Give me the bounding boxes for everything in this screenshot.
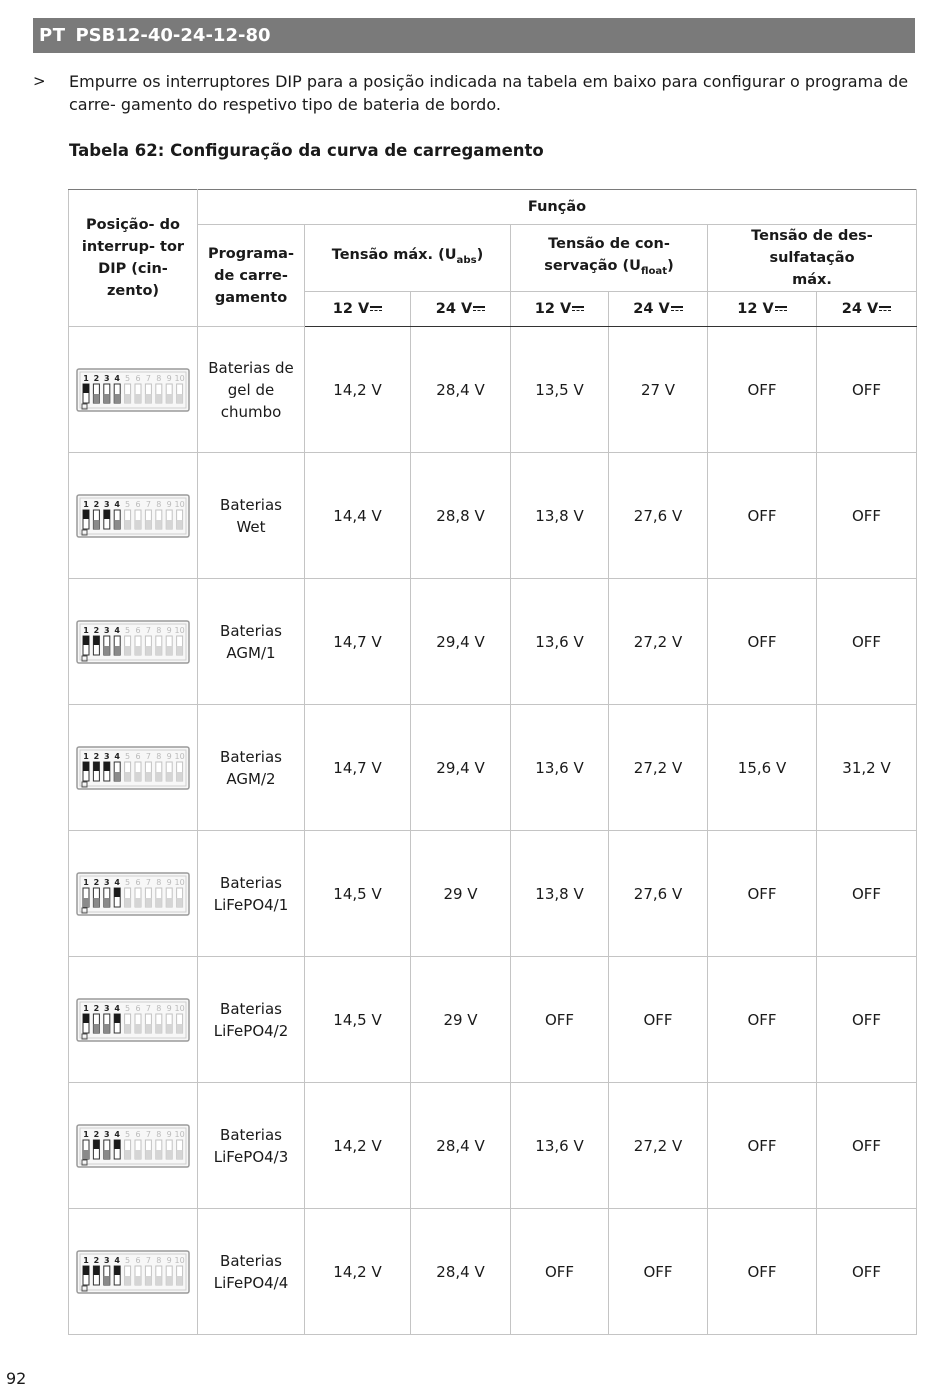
dip-label: 10 bbox=[174, 499, 185, 509]
dip-knob-on bbox=[93, 1140, 99, 1149]
dip-label: 5 bbox=[125, 1003, 131, 1013]
dip-knob-off bbox=[156, 394, 162, 403]
dip-knob-off bbox=[166, 646, 172, 655]
dip-knob-off bbox=[156, 1024, 162, 1033]
dip-label: 9 bbox=[166, 1255, 172, 1265]
value-cell: OFF bbox=[817, 327, 917, 453]
program-cell: Baterias de gel de chumbo bbox=[198, 327, 305, 453]
table-row bbox=[69, 327, 917, 453]
dip-knob-off bbox=[125, 520, 131, 529]
dip-switch-cell bbox=[69, 705, 198, 831]
dip-label: 3 bbox=[104, 1003, 110, 1013]
value-cell: 13,8 V bbox=[511, 453, 609, 579]
dip-label: 4 bbox=[114, 499, 120, 509]
value-cell: 14,2 V bbox=[305, 1083, 411, 1209]
dip-knob-off bbox=[104, 1276, 110, 1285]
dip-knob-off bbox=[145, 772, 151, 781]
dip-label: 5 bbox=[125, 499, 131, 509]
value-cell: OFF bbox=[609, 957, 708, 1083]
table-row bbox=[69, 579, 917, 705]
dip-knob-off bbox=[135, 520, 141, 529]
value-cell: OFF bbox=[817, 579, 917, 705]
dip-label: 2 bbox=[93, 877, 100, 887]
value-cell: 27,2 V bbox=[609, 579, 708, 705]
dip-knob-off bbox=[156, 1150, 162, 1159]
dip-label: 10 bbox=[174, 1255, 185, 1265]
dip-label: 1 bbox=[83, 373, 89, 383]
dip-knob-off bbox=[114, 394, 120, 403]
program-cell: Baterias AGM/2 bbox=[198, 705, 305, 831]
language-code: PT bbox=[39, 25, 66, 46]
dip-knob-on bbox=[83, 384, 89, 393]
program-cell: Baterias Wet bbox=[198, 453, 305, 579]
dip-label: 2 bbox=[93, 1255, 100, 1265]
header-float-voltage: Tensão de con- servação $(U_{float})$ bbox=[511, 225, 708, 292]
dip-label: 9 bbox=[166, 1003, 172, 1013]
dip-label: 3 bbox=[104, 751, 110, 761]
dip-knob-on bbox=[93, 762, 99, 771]
dip-switch-icon bbox=[76, 872, 190, 916]
dip-label: 6 bbox=[135, 1255, 141, 1265]
dip-knob-on bbox=[114, 888, 120, 897]
table-row bbox=[69, 831, 917, 957]
dip-label: 8 bbox=[156, 373, 162, 383]
dc-symbol-icon bbox=[572, 305, 584, 313]
value-cell: 29,4 V bbox=[411, 579, 511, 705]
header-program: Programa- de carre- gamento bbox=[198, 225, 305, 327]
dip-knob-off bbox=[166, 394, 172, 403]
dip-knob-off bbox=[177, 646, 183, 655]
dc-symbol-icon bbox=[473, 305, 485, 313]
dip-label: 6 bbox=[135, 499, 141, 509]
dip-label: 4 bbox=[114, 751, 120, 761]
dip-knob-off bbox=[135, 394, 141, 403]
dip-knob-off bbox=[104, 394, 110, 403]
value-cell: OFF bbox=[708, 579, 817, 705]
dip-knob-off bbox=[83, 898, 89, 907]
dip-knob-off bbox=[166, 520, 172, 529]
dip-label: 6 bbox=[135, 1003, 141, 1013]
dip-knob-off bbox=[93, 1024, 99, 1033]
dip-label: 8 bbox=[156, 1003, 162, 1013]
dip-knob-off bbox=[166, 1024, 172, 1033]
dip-knob-off bbox=[125, 1276, 131, 1285]
value-cell: 27,2 V bbox=[609, 705, 708, 831]
value-cell: 13,5 V bbox=[511, 327, 609, 453]
header-dip-position: Posição- do interrup- tor DIP (cin- zento) bbox=[69, 190, 198, 327]
dip-label: 1 bbox=[83, 877, 89, 887]
value-cell: 13,8 V bbox=[511, 831, 609, 957]
header-voltage-24v: 24 V bbox=[817, 292, 917, 327]
dip-switch-icon bbox=[76, 1124, 190, 1168]
dip-label: 5 bbox=[125, 373, 131, 383]
model-title: PSB12-40-24-12-80 bbox=[75, 25, 271, 46]
value-cell: OFF bbox=[708, 1209, 817, 1335]
dip-label: 7 bbox=[145, 1003, 151, 1013]
dip-knob-on bbox=[93, 1266, 99, 1275]
dip-label: 7 bbox=[145, 373, 151, 383]
dip-knob-off bbox=[177, 1276, 183, 1285]
dip-knob-off bbox=[166, 1276, 172, 1285]
dip-switch-cell bbox=[69, 957, 198, 1083]
dip-label: 2 bbox=[93, 1003, 100, 1013]
dip-label: 4 bbox=[114, 373, 120, 383]
value-cell: 13,6 V bbox=[511, 1083, 609, 1209]
dip-knob-off bbox=[177, 1024, 183, 1033]
dip-knob-off bbox=[145, 1276, 151, 1285]
dip-knob-off bbox=[177, 772, 183, 781]
dip-switch-icon bbox=[76, 998, 190, 1042]
program-cell: Baterias LiFePO4/1 bbox=[198, 831, 305, 957]
value-cell: OFF bbox=[511, 1209, 609, 1335]
dip-knob-off bbox=[114, 646, 120, 655]
value-cell: OFF bbox=[708, 453, 817, 579]
dip-knob-off bbox=[135, 1024, 141, 1033]
header-function: Função bbox=[198, 190, 917, 225]
instruction-text: Empurre os interruptores DIP para a posição indicada na tabela em baixo para configurar o programa de carre- gamento do respetivo tipo de bateria de bordo. bbox=[69, 72, 909, 114]
dip-knob-off bbox=[145, 520, 151, 529]
value-cell: 27,2 V bbox=[609, 1083, 708, 1209]
dip-label: 5 bbox=[125, 625, 131, 635]
dip-knob-off bbox=[104, 898, 110, 907]
dip-label: 9 bbox=[166, 373, 172, 383]
bullet-marker: > bbox=[33, 72, 46, 90]
dip-switch-icon bbox=[76, 620, 190, 664]
value-cell: 29,4 V bbox=[411, 705, 511, 831]
dip-label: 8 bbox=[156, 499, 162, 509]
dip-switch-icon bbox=[76, 494, 190, 538]
dip-knob-off bbox=[166, 898, 172, 907]
dip-knob-off bbox=[145, 898, 151, 907]
dip-knob-off bbox=[135, 772, 141, 781]
header-voltage-12v: 12 V bbox=[305, 292, 411, 327]
dip-label: 5 bbox=[125, 751, 131, 761]
value-cell: OFF bbox=[817, 453, 917, 579]
dip-label: 7 bbox=[145, 1255, 151, 1265]
dip-knob-on bbox=[114, 1140, 120, 1149]
dc-symbol-icon bbox=[671, 305, 683, 313]
dip-label: 10 bbox=[174, 751, 185, 761]
dip-label: 3 bbox=[104, 499, 110, 509]
header-voltage-24v: 24 V bbox=[411, 292, 511, 327]
value-cell: 29 V bbox=[411, 957, 511, 1083]
dip-label: 8 bbox=[156, 1129, 162, 1139]
dip-knob-off bbox=[156, 898, 162, 907]
dip-label: 4 bbox=[114, 1003, 120, 1013]
dip-label: 1 bbox=[83, 1129, 89, 1139]
value-cell: OFF bbox=[817, 957, 917, 1083]
dip-label: 5 bbox=[125, 877, 131, 887]
dip-knob-off bbox=[156, 1276, 162, 1285]
dip-label: 5 bbox=[125, 1129, 131, 1139]
dip-label: 6 bbox=[135, 625, 141, 635]
dip-label: 8 bbox=[156, 625, 162, 635]
dip-knob-on bbox=[83, 762, 89, 771]
value-cell: OFF bbox=[609, 1209, 708, 1335]
dip-knob-off bbox=[135, 646, 141, 655]
dip-knob-off bbox=[145, 1150, 151, 1159]
dip-label: 9 bbox=[166, 625, 172, 635]
dip-label: 4 bbox=[114, 1129, 120, 1139]
value-cell: 27,6 V bbox=[609, 453, 708, 579]
value-cell: 28,8 V bbox=[411, 453, 511, 579]
dip-label: 7 bbox=[145, 499, 151, 509]
value-cell: OFF bbox=[511, 957, 609, 1083]
dip-label: 7 bbox=[145, 751, 151, 761]
dip-switch-cell bbox=[69, 1209, 198, 1335]
dip-knob-off bbox=[125, 772, 131, 781]
value-cell: 14,7 V bbox=[305, 705, 411, 831]
dip-knob-off bbox=[145, 1024, 151, 1033]
dip-label: 8 bbox=[156, 1255, 162, 1265]
program-cell: Baterias AGM/1 bbox=[198, 579, 305, 705]
dip-knob-off bbox=[125, 394, 131, 403]
table-row bbox=[69, 705, 917, 831]
dip-knob-on bbox=[83, 510, 89, 519]
dip-knob-off bbox=[104, 646, 110, 655]
dip-label: 1 bbox=[83, 625, 89, 635]
dip-label: 7 bbox=[145, 1129, 151, 1139]
dip-label: 2 bbox=[93, 499, 100, 509]
value-cell: OFF bbox=[708, 327, 817, 453]
value-cell: 13,6 V bbox=[511, 579, 609, 705]
dip-label: 6 bbox=[135, 1129, 141, 1139]
dip-label: 10 bbox=[174, 373, 185, 383]
header-desulfation-voltage: Tensão de des- sulfatação máx. bbox=[708, 225, 917, 292]
dip-label: 1 bbox=[83, 1255, 89, 1265]
instruction-paragraph bbox=[33, 70, 913, 116]
dip-switch-icon bbox=[76, 1250, 190, 1294]
dip-label: 4 bbox=[114, 625, 120, 635]
dip-label: 7 bbox=[145, 877, 151, 887]
dip-knob-off bbox=[166, 1150, 172, 1159]
header-voltage-12v: 12 V bbox=[708, 292, 817, 327]
dip-label: 1 bbox=[83, 499, 89, 509]
value-cell: 13,6 V bbox=[511, 705, 609, 831]
dc-symbol-icon bbox=[775, 305, 787, 313]
dip-knob-on bbox=[104, 762, 110, 771]
value-cell: 15,6 V bbox=[708, 705, 817, 831]
dip-label: 7 bbox=[145, 625, 151, 635]
value-cell: 14,5 V bbox=[305, 831, 411, 957]
value-cell: 28,4 V bbox=[411, 1083, 511, 1209]
dip-knob-off bbox=[177, 394, 183, 403]
dip-knob-off bbox=[125, 1024, 131, 1033]
value-cell: 31,2 V bbox=[817, 705, 917, 831]
dip-label: 2 bbox=[93, 625, 100, 635]
charging-curve-table bbox=[68, 189, 917, 1335]
dip-label: 9 bbox=[166, 499, 172, 509]
value-cell: 27 V bbox=[609, 327, 708, 453]
dip-switch-icon bbox=[76, 368, 190, 412]
dip-knob-on bbox=[83, 1266, 89, 1275]
dip-label: 6 bbox=[135, 373, 141, 383]
header-voltage-24v: 24 V bbox=[609, 292, 708, 327]
dip-knob-off bbox=[145, 394, 151, 403]
dip-knob-on bbox=[114, 1014, 120, 1023]
value-cell: OFF bbox=[708, 1083, 817, 1209]
dc-symbol-icon bbox=[879, 305, 891, 313]
value-cell: 14,2 V bbox=[305, 1209, 411, 1335]
dip-knob-off bbox=[145, 646, 151, 655]
dip-knob-off bbox=[83, 1150, 89, 1159]
dip-knob-off bbox=[177, 520, 183, 529]
program-cell: Baterias LiFePO4/3 bbox=[198, 1083, 305, 1209]
dip-knob-off bbox=[104, 1150, 110, 1159]
dip-label: 3 bbox=[104, 373, 110, 383]
dip-knob-on bbox=[114, 1266, 120, 1275]
value-cell: 27,6 V bbox=[609, 831, 708, 957]
value-cell: 14,7 V bbox=[305, 579, 411, 705]
dip-switch-cell bbox=[69, 1083, 198, 1209]
dip-switch-cell bbox=[69, 453, 198, 579]
dip-knob-off bbox=[114, 520, 120, 529]
dip-label: 10 bbox=[174, 625, 185, 635]
dip-label: 6 bbox=[135, 877, 141, 887]
dip-label: 5 bbox=[125, 1255, 131, 1265]
page-header bbox=[33, 18, 915, 53]
table-caption: Tabela 62: Configuração da curva de carregamento bbox=[69, 141, 544, 160]
program-cell: Baterias LiFePO4/4 bbox=[198, 1209, 305, 1335]
dip-knob-off bbox=[135, 1276, 141, 1285]
value-cell: OFF bbox=[708, 957, 817, 1083]
header-voltage-12v: 12 V bbox=[511, 292, 609, 327]
dip-label: 9 bbox=[166, 751, 172, 761]
dip-label: 3 bbox=[104, 877, 110, 887]
dip-knob-off bbox=[93, 520, 99, 529]
dip-label: 10 bbox=[174, 877, 185, 887]
value-cell: 28,4 V bbox=[411, 327, 511, 453]
dip-label: 2 bbox=[93, 373, 100, 383]
dip-knob-off bbox=[104, 1024, 110, 1033]
dip-knob-off bbox=[177, 898, 183, 907]
dip-knob-on bbox=[93, 636, 99, 645]
value-cell: 14,5 V bbox=[305, 957, 411, 1083]
dip-knob-off bbox=[125, 646, 131, 655]
dip-knob-on bbox=[104, 510, 110, 519]
dip-switch-icon bbox=[76, 746, 190, 790]
dip-knob-off bbox=[135, 1150, 141, 1159]
value-cell: 29 V bbox=[411, 831, 511, 957]
header-max-voltage: Tensão máx. $(U_{abs})$ bbox=[305, 225, 511, 292]
dip-switch-cell bbox=[69, 579, 198, 705]
dip-label: 1 bbox=[83, 1003, 89, 1013]
value-cell: 14,2 V bbox=[305, 327, 411, 453]
dip-label: 2 bbox=[93, 1129, 100, 1139]
dip-knob-off bbox=[166, 772, 172, 781]
dip-label: 3 bbox=[104, 1255, 110, 1265]
dip-label: 9 bbox=[166, 1129, 172, 1139]
dip-label: 8 bbox=[156, 751, 162, 761]
dc-symbol-icon bbox=[370, 305, 382, 313]
dip-label: 8 bbox=[156, 877, 162, 887]
dip-label: 4 bbox=[114, 877, 120, 887]
table-row bbox=[69, 1209, 917, 1335]
dip-label: 3 bbox=[104, 625, 110, 635]
dip-label: 10 bbox=[174, 1003, 185, 1013]
dip-knob-off bbox=[93, 394, 99, 403]
table-row bbox=[69, 1083, 917, 1209]
dip-knob-off bbox=[156, 520, 162, 529]
dip-knob-off bbox=[135, 898, 141, 907]
dip-knob-off bbox=[156, 772, 162, 781]
dip-label: 10 bbox=[174, 1129, 185, 1139]
dip-label: 2 bbox=[93, 751, 100, 761]
value-cell: OFF bbox=[817, 1209, 917, 1335]
dip-knob-off bbox=[125, 898, 131, 907]
dip-switch-cell bbox=[69, 327, 198, 453]
dip-knob-off bbox=[177, 1150, 183, 1159]
dip-label: 6 bbox=[135, 751, 141, 761]
dip-label: 1 bbox=[83, 751, 89, 761]
value-cell: OFF bbox=[817, 831, 917, 957]
dip-knob-on bbox=[83, 636, 89, 645]
dip-label: 3 bbox=[104, 1129, 110, 1139]
table-row bbox=[69, 453, 917, 579]
page-number: 92 bbox=[6, 1369, 27, 1388]
dip-knob-off bbox=[93, 898, 99, 907]
dip-knob-off bbox=[125, 1150, 131, 1159]
value-cell: OFF bbox=[817, 1083, 917, 1209]
value-cell: 14,4 V bbox=[305, 453, 411, 579]
dip-label: 4 bbox=[114, 1255, 120, 1265]
dip-knob-off bbox=[114, 772, 120, 781]
dip-switch-cell bbox=[69, 831, 198, 957]
table-row bbox=[69, 957, 917, 1083]
value-cell: 28,4 V bbox=[411, 1209, 511, 1335]
program-cell: Baterias LiFePO4/2 bbox=[198, 957, 305, 1083]
value-cell: OFF bbox=[708, 831, 817, 957]
dip-knob-on bbox=[83, 1014, 89, 1023]
dip-knob-off bbox=[156, 646, 162, 655]
dip-label: 9 bbox=[166, 877, 172, 887]
